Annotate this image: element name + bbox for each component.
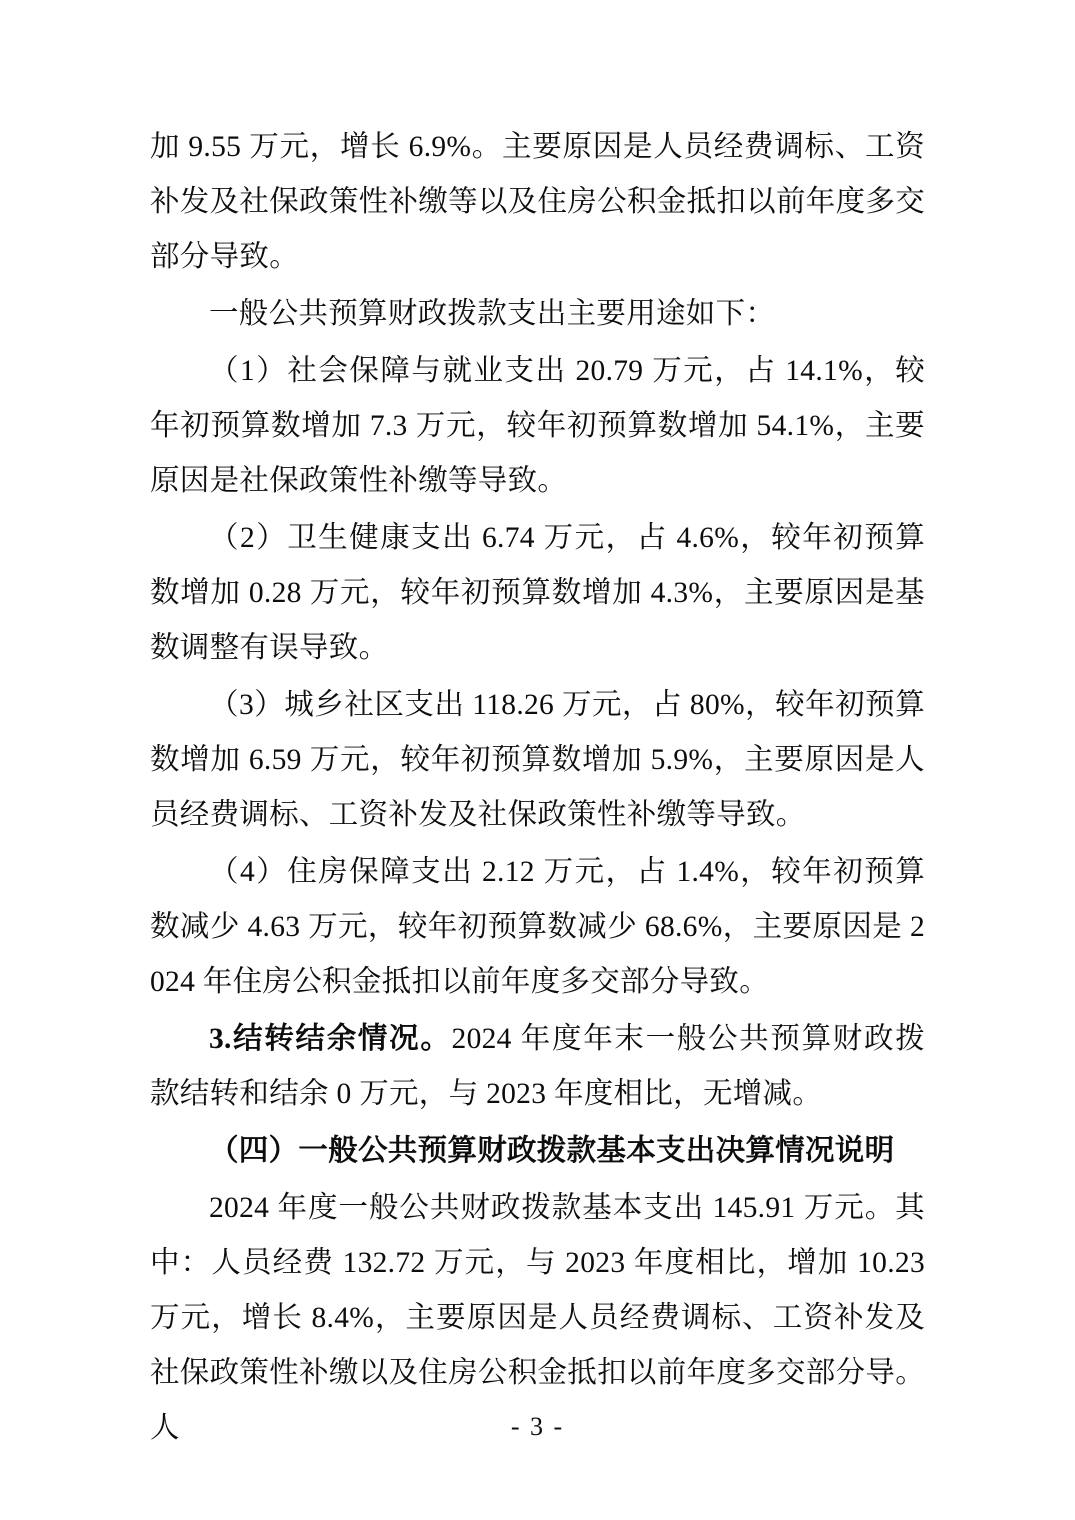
paragraph-item-4: （4）住房保障支出 2.12 万元，占 1.4%，较年初预算数减少 4.63 万元，较年初预算数减少 68.6%，主要原因是 2024 年住房公积金抵扣以前年度多交部分导致。 — [150, 856, 925, 998]
page-footer: - 3 - — [510, 1412, 565, 1441]
paragraph-item-2: （2）卫生健康支出 6.74 万元，占 4.6%，较年初预算数增加 0.28 万元，较年初预算数增加 4.3%，主要原因是基数调整有误导致。 — [150, 522, 925, 664]
paragraph-continued: 加 9.55 万元，增长 6.9%。主要原因是人员经费调标、工资补发及社保政策性补缴等以及住房公积金抵扣以前年度多交部分导致。 — [150, 131, 925, 273]
paragraph-item-1: （1）社会保障与就业支出 20.79 万元，占 14.1%，较年初预算数增加 7.3 万元，较年初预算数增加 54.1%，主要原因是社保政策性补缴等导致。 — [150, 355, 925, 497]
paragraph-section-four-body: 2024 年度一般公共财政拨款基本支出 145.91 万元。其中：人员经费 132.72 万元，与 2023 年度相比，增加 10.23 万元，增长 8.4%，主要原因是人员经费调标、工资补发及社保政策性补缴以及住房公积金抵扣以前年度多交部分导。人 — [150, 1192, 925, 1444]
carryover-body: 2024 年度年末一般公共预算财政拨款结转和结余 0 万元，与 2023 年度相比，无增减。 — [150, 1023, 926, 1110]
paragraph-carryover — [150, 1012, 925, 1122]
heading-section-four: （四）一般公共预算财政拨款基本支出决算情况说明 — [209, 1135, 895, 1167]
paragraph-usage-intro: 一般公共预算财政拨款支出主要用途如下： — [209, 298, 776, 330]
page-content — [150, 120, 925, 1458]
carryover-heading: 3.结转结余情况。 — [209, 1023, 452, 1055]
paragraph-item-3: （3）城乡社区支出 118.26 万元，占 80%，较年初预算数增加 6.59 万元，较年初预算数增加 5.9%，主要原因是人员经费调标、工资补发及社保政策性补缴等导致。 — [150, 689, 925, 831]
